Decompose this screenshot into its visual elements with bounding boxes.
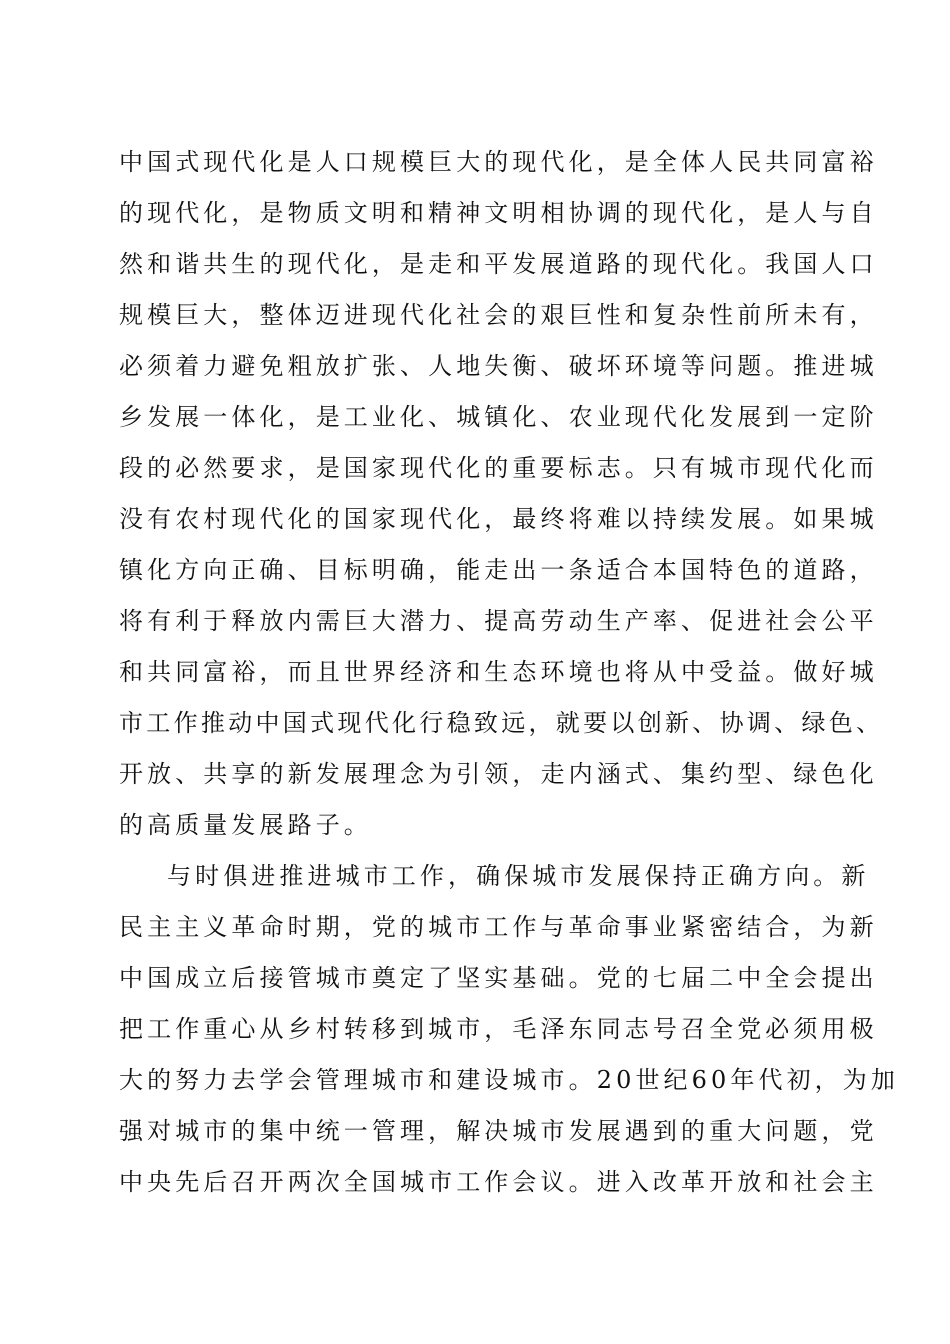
text-line: 大的努力去学会管理城市和建设城市。20世纪60年代初，为加 bbox=[119, 1066, 899, 1094]
text-line: 中央先后召开两次全国城市工作会议。进入改革开放和社会主 bbox=[119, 1168, 878, 1196]
paragraph-1 bbox=[119, 137, 884, 851]
text-line: 开放、共享的新发展理念为引领，走内涵式、集约型、绿色化 bbox=[119, 760, 878, 788]
text-line: 乡发展一体化，是工业化、城镇化、农业现代化发展到一定阶 bbox=[119, 403, 878, 431]
text-line: 的高质量发展路子。 bbox=[119, 811, 372, 839]
text-line: 和共同富裕，而且世界经济和生态环境也将从中受益。做好城 bbox=[119, 658, 878, 686]
text-line: 民主主义革命时期，党的城市工作与革命事业紧密结合，为新 bbox=[119, 913, 878, 941]
text-line: 与时俱进推进城市工作，确保城市发展保持正确方向。新 bbox=[167, 862, 870, 890]
paragraph-2 bbox=[119, 851, 899, 1208]
text-line: 规模巨大，整体迈进现代化社会的艰巨性和复杂性前所未有， bbox=[119, 301, 878, 329]
text-line: 段的必然要求，是国家现代化的重要标志。只有城市现代化而 bbox=[119, 454, 878, 482]
text-line: 中国成立后接管城市奠定了坚实基础。党的七届二中全会提出 bbox=[119, 964, 878, 992]
text-line: 然和谐共生的现代化，是走和平发展道路的现代化。我国人口 bbox=[119, 250, 878, 278]
text-line: 必须着力避免粗放扩张、人地失衡、破坏环境等问题。推进城 bbox=[119, 352, 878, 380]
document-body bbox=[119, 137, 899, 1208]
text-line: 的现代化，是物质文明和精神文明相协调的现代化，是人与自 bbox=[119, 199, 878, 227]
text-line: 市工作推动中国式现代化行稳致远，就要以创新、协调、绿色、 bbox=[119, 709, 884, 737]
text-line: 把工作重心从乡村转移到城市，毛泽东同志号召全党必须用极 bbox=[119, 1015, 878, 1043]
text-line: 没有农村现代化的国家现代化，最终将难以持续发展。如果城 bbox=[119, 505, 878, 533]
text-line: 强对城市的集中统一管理，解决城市发展遇到的重大问题，党 bbox=[119, 1117, 878, 1145]
text-line: 将有利于释放内需巨大潜力、提高劳动生产率、促进社会公平 bbox=[119, 607, 878, 635]
text-line: 中国式现代化是人口规模巨大的现代化，是全体人民共同富裕 bbox=[119, 148, 878, 176]
text-line: 镇化方向正确、目标明确，能走出一条适合本国特色的道路， bbox=[119, 556, 878, 584]
